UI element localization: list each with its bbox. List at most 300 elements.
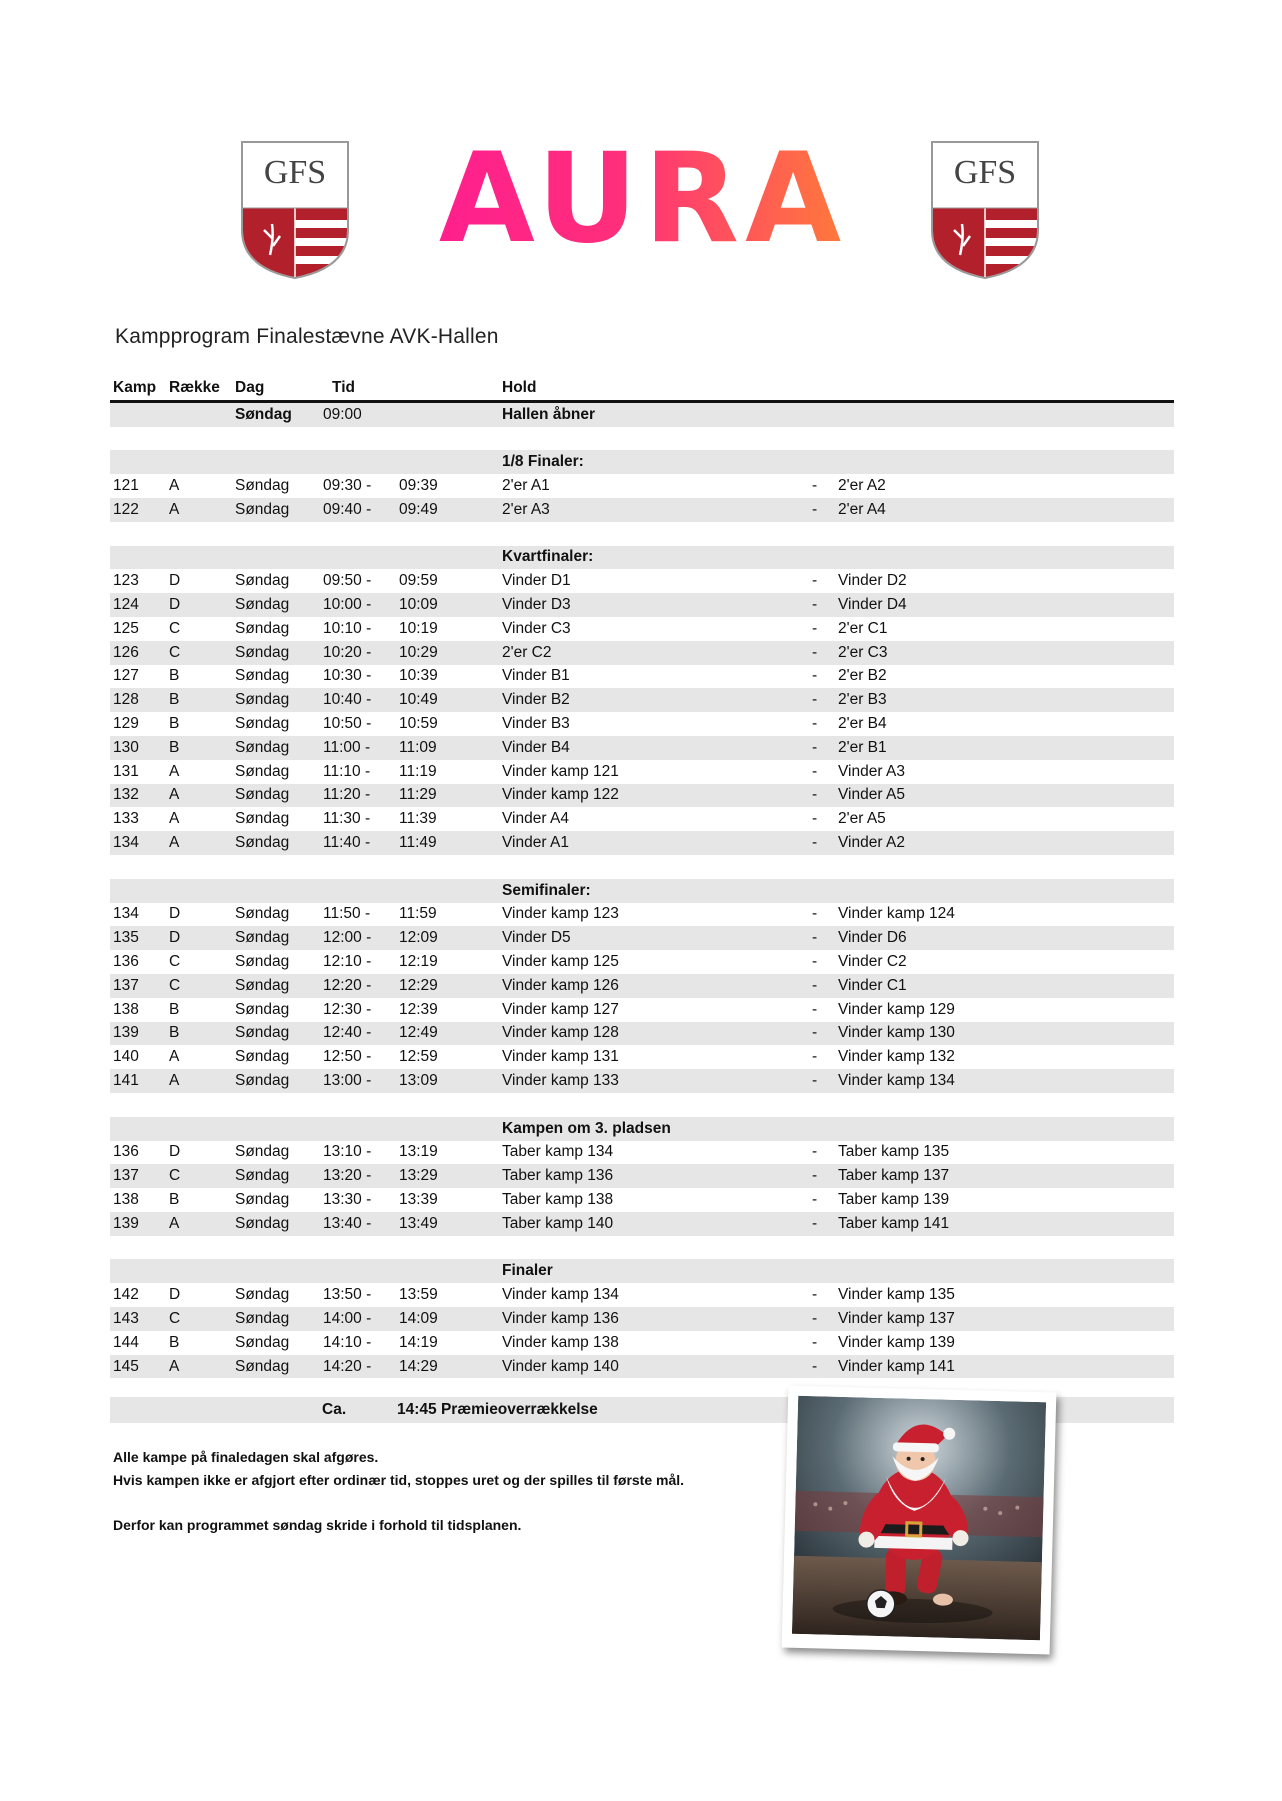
- cell-start: 11:20 -: [323, 786, 371, 804]
- cell-home-team: Vinder D5: [502, 929, 571, 947]
- table-row: [110, 474, 1174, 498]
- club-crest-right: [930, 140, 1040, 280]
- cell-raekke: D: [169, 596, 181, 614]
- cell-dag: Søndag: [235, 762, 290, 780]
- cell-home-team: Vinder kamp 136: [502, 1309, 619, 1327]
- cell-separator: -: [812, 1333, 818, 1351]
- cell-start: 10:00 -: [323, 596, 372, 614]
- cell-start: 11:50 -: [323, 905, 371, 923]
- cell-kamp: 136: [113, 1143, 139, 1161]
- cell-kamp: 125: [113, 619, 139, 637]
- cell-raekke: A: [169, 1214, 180, 1232]
- cell-away-team: Vinder D2: [838, 572, 907, 590]
- cell-end: 13:19: [399, 1143, 438, 1161]
- cell-raekke: C: [169, 643, 181, 661]
- cell-dag: Søndag: [235, 667, 290, 685]
- table-row: [110, 760, 1174, 784]
- cell-end: 11:29: [399, 786, 437, 804]
- cell-start: 09:00: [323, 405, 362, 423]
- cell-home-team: Vinder kamp 138: [502, 1333, 619, 1351]
- cell-raekke: D: [169, 929, 181, 947]
- spacer-row: [110, 855, 1174, 879]
- cell-kamp: 134: [113, 905, 139, 923]
- cell-raekke: D: [169, 1143, 181, 1161]
- cell-raekke: B: [169, 738, 180, 756]
- cell-away-team: Taber kamp 139: [838, 1190, 950, 1208]
- column-header-kamp: Kamp: [110, 376, 166, 401]
- cell-start: 14:00 -: [323, 1309, 372, 1327]
- table-row: [110, 1307, 1174, 1331]
- cell-raekke: A: [169, 786, 180, 804]
- section-row: [110, 1117, 1174, 1141]
- column-header-hold: Hold: [499, 376, 809, 401]
- cell-start: 10:40 -: [323, 691, 372, 709]
- cell-end: 12:39: [399, 1000, 438, 1018]
- cell-away-team: 2'er B1: [838, 738, 887, 756]
- cell-end: 14:29: [399, 1357, 438, 1375]
- section-title: 1/8 Finaler:: [502, 453, 584, 471]
- brand-logo: AURA: [438, 127, 848, 271]
- cell-end: 11:09: [399, 738, 437, 756]
- cell-separator: -: [812, 976, 818, 994]
- section-title: Kampen om 3. pladsen: [502, 1119, 671, 1137]
- table-header-row: [110, 376, 1174, 401]
- table-row: [110, 1069, 1174, 1093]
- cell-start: 11:00 -: [323, 738, 371, 756]
- cell-separator: -: [812, 1072, 818, 1089]
- cell-separator: -: [812, 619, 818, 637]
- table-row: [110, 712, 1174, 736]
- santa-football-illustration: [792, 1396, 1046, 1640]
- cell-home-team: Vinder D1: [502, 572, 571, 590]
- cell-away-team: Vinder D4: [838, 596, 907, 614]
- cell-raekke: A: [169, 1357, 180, 1375]
- section-row: [110, 450, 1174, 474]
- cell-dag: Søndag: [235, 1072, 290, 1089]
- spacer-row: [110, 427, 1174, 451]
- table-row: [110, 903, 1174, 927]
- cell-home-team: Vinder kamp 131: [502, 1048, 619, 1066]
- cell-end: 12:09: [399, 929, 438, 947]
- cell-separator: -: [812, 738, 818, 756]
- cell-separator: -: [812, 786, 818, 804]
- cell-separator: -: [812, 572, 818, 590]
- cell-dag: Søndag: [235, 1286, 290, 1304]
- cell-away-team: Vinder kamp 135: [838, 1286, 955, 1304]
- cell-kamp: 122: [113, 500, 139, 518]
- cell-kamp: 143: [113, 1309, 139, 1327]
- cell-away-team: Vinder kamp 134: [838, 1072, 955, 1089]
- crest-left-text: GFS: [263, 154, 327, 191]
- cell-separator: -: [812, 667, 818, 685]
- header-logos: [0, 127, 1282, 290]
- cell-away-team: Vinder kamp 124: [838, 905, 955, 923]
- cell-start: 13:00 -: [323, 1072, 372, 1089]
- cell-separator: -: [812, 1024, 818, 1042]
- cell-away-team: Vinder C2: [838, 953, 907, 971]
- cell-away-team: Taber kamp 135: [838, 1143, 950, 1161]
- cell-kamp: 140: [113, 1048, 139, 1066]
- cell-away-team: 2'er B3: [838, 691, 887, 709]
- table-row: [110, 1141, 1174, 1165]
- cell-end: 09:49: [399, 500, 438, 518]
- santa-photo: [782, 1386, 1057, 1655]
- column-header-dag: Dag: [232, 376, 320, 401]
- cell-end: 13:09: [399, 1072, 438, 1089]
- cell-away-team: Vinder kamp 129: [838, 1000, 955, 1018]
- cell-separator: -: [812, 762, 818, 780]
- crest-right-text: GFS: [953, 154, 1017, 191]
- cell-home-team: Vinder A4: [502, 810, 569, 828]
- cell-home-team: Vinder kamp 121: [502, 762, 619, 780]
- cell-away-team: Vinder A3: [838, 762, 905, 780]
- cell-dag: Søndag: [235, 405, 292, 423]
- cell-kamp: 130: [113, 738, 139, 756]
- cell-dag: Søndag: [235, 1214, 290, 1232]
- cell-away-team: 2'er C1: [838, 619, 888, 637]
- cell-start: 14:20 -: [323, 1357, 372, 1375]
- cell-dag: Søndag: [235, 691, 290, 709]
- cell-home-team: Taber kamp 134: [502, 1143, 614, 1161]
- table-row: [110, 1355, 1174, 1379]
- cell-end: 11:49: [399, 834, 437, 852]
- cell-separator: -: [812, 953, 818, 971]
- spacer-row: [110, 1093, 1174, 1117]
- table-row: [110, 831, 1174, 855]
- cell-raekke: C: [169, 619, 181, 637]
- table-row: [110, 974, 1174, 998]
- table-row: [110, 593, 1174, 617]
- cell-away-team: Vinder kamp 132: [838, 1048, 955, 1066]
- cell-away-team: Taber kamp 141: [838, 1214, 950, 1232]
- cell-separator: -: [812, 1000, 818, 1018]
- cell-home-team: Vinder B4: [502, 738, 570, 756]
- cell-kamp: 141: [113, 1072, 139, 1089]
- cell-end: 11:59: [399, 905, 437, 923]
- cell-kamp: 136: [113, 953, 139, 971]
- award-text: 14:45 Præmieoverrækkelse: [397, 1401, 598, 1418]
- column-header-raekke: Række: [166, 376, 232, 401]
- cell-kamp: 124: [113, 596, 139, 614]
- cell-start: 13:50 -: [323, 1286, 372, 1304]
- cell-start: 10:50 -: [323, 715, 372, 733]
- cell-kamp: 139: [113, 1214, 139, 1232]
- schedule-body: [110, 401, 1174, 1378]
- cell-end: 11:39: [399, 810, 437, 828]
- cell-away-team: 2'er A4: [838, 500, 886, 518]
- table-row: [110, 641, 1174, 665]
- club-crest-left: [240, 140, 350, 280]
- cell-raekke: A: [169, 834, 180, 852]
- cell-end: 09:39: [399, 477, 438, 495]
- cell-end: 10:09: [399, 596, 438, 614]
- cell-start: 11:40 -: [323, 834, 371, 852]
- cell-separator: -: [812, 1357, 818, 1375]
- cell-kamp: 121: [113, 477, 139, 495]
- cell-start: 11:30 -: [323, 810, 371, 828]
- cell-home-team: Vinder kamp 128: [502, 1024, 619, 1042]
- cell-start: 12:50 -: [323, 1048, 372, 1066]
- cell-raekke: A: [169, 1072, 180, 1089]
- cell-away-team: 2'er B4: [838, 715, 887, 733]
- page-title: Kampprogram Finalestævne AVK-Hallen: [115, 325, 499, 348]
- cell-dag: Søndag: [235, 953, 290, 971]
- cell-end: 13:59: [399, 1286, 438, 1304]
- cell-raekke: B: [169, 715, 180, 733]
- cell-start: 09:30 -: [323, 477, 372, 495]
- award-approx-label: Ca.: [322, 1401, 347, 1418]
- cell-kamp: 123: [113, 572, 139, 590]
- cell-start: 13:10 -: [323, 1143, 372, 1161]
- table-row: [110, 498, 1174, 522]
- cell-end: 12:59: [399, 1048, 438, 1066]
- cell-home-team: 2'er C2: [502, 643, 552, 661]
- cell-end: 12:49: [399, 1024, 438, 1042]
- cell-away-team: Vinder C1: [838, 976, 907, 994]
- spacer-row: [110, 1236, 1174, 1260]
- cell-away-team: 2'er B2: [838, 667, 887, 685]
- column-header-tid: Tid: [320, 376, 396, 401]
- cell-home-team: Vinder kamp 125: [502, 953, 619, 971]
- cell-separator: -: [812, 1214, 818, 1232]
- cell-raekke: A: [169, 762, 180, 780]
- cell-separator: -: [812, 643, 818, 661]
- opening-row: [110, 401, 1174, 426]
- cell-away-team: Vinder kamp 139: [838, 1333, 955, 1351]
- cell-start: 12:10 -: [323, 953, 372, 971]
- cell-home-team: Taber kamp 138: [502, 1190, 614, 1208]
- cell-raekke: A: [169, 500, 180, 518]
- cell-kamp: 139: [113, 1024, 139, 1042]
- cell-dag: Søndag: [235, 738, 290, 756]
- cell-start: 13:20 -: [323, 1167, 372, 1185]
- cell-raekke: B: [169, 1024, 180, 1042]
- cell-start: 10:20 -: [323, 643, 372, 661]
- cell-raekke: C: [169, 953, 181, 971]
- cell-end: 14:09: [399, 1309, 438, 1327]
- cell-kamp: 137: [113, 976, 139, 994]
- table-row: [110, 1022, 1174, 1046]
- cell-separator: -: [812, 1143, 818, 1161]
- note-gap: [113, 1492, 684, 1514]
- cell-raekke: B: [169, 667, 180, 685]
- table-row: [110, 1188, 1174, 1212]
- table-row: [110, 1331, 1174, 1355]
- cell-home-team: Vinder B2: [502, 691, 570, 709]
- cell-home-team: Vinder kamp 123: [502, 905, 619, 923]
- table-row: [110, 926, 1174, 950]
- section-title: Kvartfinaler:: [502, 548, 594, 566]
- cell-separator: -: [812, 596, 818, 614]
- note-line: Hvis kampen ikke er afgjort efter ordinær tid, stoppes uret og der spilles til første mål.: [113, 1472, 685, 1488]
- cell-end: 10:49: [399, 691, 438, 709]
- cell-raekke: D: [169, 572, 181, 590]
- cell-dag: Søndag: [235, 596, 290, 614]
- table-row: [110, 617, 1174, 641]
- cell-kamp: 144: [113, 1333, 139, 1351]
- cell-away-team: Vinder A5: [838, 786, 905, 804]
- table-row: [110, 1045, 1174, 1069]
- cell-separator: -: [812, 715, 818, 733]
- cell-home-team: Vinder C3: [502, 619, 571, 637]
- cell-home-team: Vinder B1: [502, 667, 570, 685]
- opening-text: Hallen åbner: [502, 405, 596, 423]
- cell-separator: -: [812, 477, 818, 495]
- section-row: [110, 546, 1174, 570]
- cell-end: 10:39: [399, 667, 438, 685]
- section-title: Finaler: [502, 1262, 553, 1280]
- cell-dag: Søndag: [235, 1309, 290, 1327]
- cell-raekke: A: [169, 477, 180, 495]
- cell-dag: Søndag: [235, 477, 290, 495]
- cell-kamp: 129: [113, 715, 139, 733]
- cell-away-team: 2'er C3: [838, 643, 888, 661]
- table-row: [110, 736, 1174, 760]
- table-row: [110, 665, 1174, 689]
- cell-separator: -: [812, 1286, 818, 1304]
- cell-away-team: Vinder kamp 130: [838, 1024, 955, 1042]
- cell-start: 12:30 -: [323, 1000, 372, 1018]
- cell-raekke: A: [169, 810, 180, 828]
- cell-raekke: B: [169, 1000, 180, 1018]
- table-row: [110, 1283, 1174, 1307]
- cell-start: 09:40 -: [323, 500, 372, 518]
- cell-raekke: A: [169, 1048, 180, 1066]
- cell-start: 13:40 -: [323, 1214, 372, 1232]
- cell-home-team: Vinder kamp 127: [502, 1000, 619, 1018]
- cell-kamp: 137: [113, 1167, 139, 1185]
- cell-start: 13:30 -: [323, 1190, 372, 1208]
- cell-dag: Søndag: [235, 715, 290, 733]
- table-row: [110, 998, 1174, 1022]
- section-row: [110, 1259, 1174, 1283]
- table-row: [110, 807, 1174, 831]
- cell-dag: Søndag: [235, 500, 290, 518]
- cell-end: 12:29: [399, 976, 438, 994]
- cell-separator: -: [812, 810, 818, 828]
- cell-away-team: 2'er A5: [838, 810, 886, 828]
- table-row: [110, 1212, 1174, 1236]
- cell-home-team: Vinder D3: [502, 596, 571, 614]
- cell-separator: -: [812, 834, 818, 852]
- cell-raekke: C: [169, 1167, 181, 1185]
- cell-home-team: 2'er A1: [502, 477, 550, 495]
- spacer-row: [110, 522, 1174, 546]
- cell-raekke: D: [169, 1286, 181, 1304]
- cell-dag: Søndag: [235, 1024, 290, 1042]
- cell-home-team: Vinder B3: [502, 715, 570, 733]
- cell-kamp: 138: [113, 1000, 139, 1018]
- cell-dag: Søndag: [235, 1143, 290, 1161]
- cell-dag: Søndag: [235, 1000, 290, 1018]
- cell-end: 09:59: [399, 572, 438, 590]
- cell-dag: Søndag: [235, 1333, 290, 1351]
- cell-dag: Søndag: [235, 1048, 290, 1066]
- cell-end: 10:19: [399, 619, 438, 637]
- table-row: [110, 950, 1174, 974]
- cell-dag: Søndag: [235, 643, 290, 661]
- cell-home-team: Vinder kamp 126: [502, 976, 619, 994]
- cell-dag: Søndag: [235, 1357, 290, 1375]
- cell-separator: -: [812, 1190, 818, 1208]
- cell-raekke: D: [169, 905, 181, 923]
- cell-home-team: Taber kamp 136: [502, 1167, 614, 1185]
- cell-dag: Søndag: [235, 810, 290, 828]
- cell-end: 10:59: [399, 715, 438, 733]
- cell-dag: Søndag: [235, 572, 290, 590]
- cell-start: 12:20 -: [323, 976, 372, 994]
- cell-start: 14:10 -: [323, 1333, 372, 1351]
- cell-dag: Søndag: [235, 786, 290, 804]
- cell-raekke: B: [169, 1333, 180, 1351]
- cell-kamp: 145: [113, 1357, 139, 1375]
- cell-separator: -: [812, 929, 818, 947]
- cell-start: 10:30 -: [323, 667, 372, 685]
- cell-dag: Søndag: [235, 619, 290, 637]
- cell-home-team: Taber kamp 140: [502, 1214, 614, 1232]
- cell-separator: -: [812, 691, 818, 709]
- notes: [113, 1446, 684, 1537]
- cell-end: 13:29: [399, 1167, 438, 1185]
- cell-raekke: B: [169, 691, 180, 709]
- cell-end: 13:39: [399, 1190, 438, 1208]
- cell-kamp: 131: [113, 762, 139, 780]
- cell-raekke: C: [169, 1309, 181, 1327]
- cell-away-team: Vinder kamp 141: [838, 1357, 955, 1375]
- cell-away-team: Taber kamp 137: [838, 1167, 950, 1185]
- cell-end: 14:19: [399, 1333, 438, 1351]
- cell-dag: Søndag: [235, 1190, 290, 1208]
- cell-separator: -: [812, 1309, 818, 1327]
- cell-kamp: 127: [113, 667, 139, 685]
- cell-start: 09:50 -: [323, 572, 372, 590]
- cell-kamp: 142: [113, 1286, 139, 1304]
- cell-away-team: 2'er A2: [838, 477, 886, 495]
- cell-away-team: Vinder D6: [838, 929, 907, 947]
- cell-dag: Søndag: [235, 1167, 290, 1185]
- cell-raekke: B: [169, 1190, 180, 1208]
- cell-away-team: Vinder A2: [838, 834, 905, 852]
- cell-dag: Søndag: [235, 834, 290, 852]
- note-line: Alle kampe på finaledagen skal afgøres.: [113, 1449, 379, 1465]
- cell-home-team: Vinder kamp 133: [502, 1072, 619, 1089]
- cell-start: 11:10 -: [323, 762, 371, 780]
- cell-kamp: 138: [113, 1190, 139, 1208]
- cell-end: 13:49: [399, 1214, 438, 1232]
- section-row: [110, 879, 1174, 903]
- cell-raekke: C: [169, 976, 181, 994]
- table-row: [110, 784, 1174, 808]
- schedule-table: [110, 376, 1174, 1378]
- cell-separator: -: [812, 1167, 818, 1185]
- cell-start: 10:10 -: [323, 619, 372, 637]
- cell-separator: -: [812, 1048, 818, 1066]
- cell-dag: Søndag: [235, 905, 290, 923]
- cell-dag: Søndag: [235, 929, 290, 947]
- cell-separator: -: [812, 905, 818, 923]
- table-row: [110, 688, 1174, 712]
- cell-home-team: Vinder kamp 134: [502, 1286, 619, 1304]
- cell-home-team: Vinder kamp 140: [502, 1357, 619, 1375]
- cell-kamp: 128: [113, 691, 139, 709]
- cell-start: 12:00 -: [323, 929, 372, 947]
- cell-kamp: 133: [113, 810, 139, 828]
- cell-kamp: 132: [113, 786, 139, 804]
- cell-away-team: Vinder kamp 137: [838, 1309, 955, 1327]
- cell-dag: Søndag: [235, 976, 290, 994]
- table-row: [110, 1164, 1174, 1188]
- cell-end: 12:19: [399, 953, 438, 971]
